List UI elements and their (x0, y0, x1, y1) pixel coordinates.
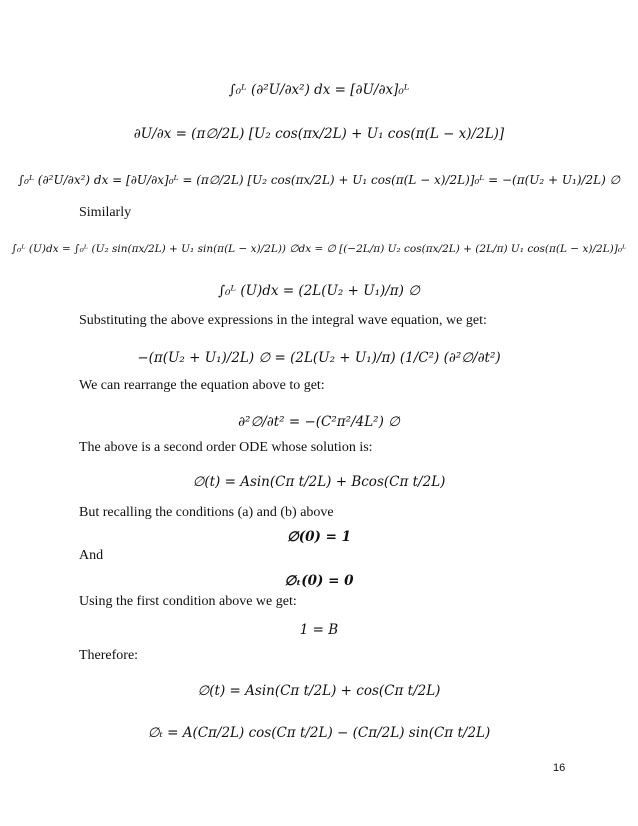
paragraph-and: And (79, 548, 104, 563)
equation-11: 1 = B (299, 622, 339, 638)
paragraph-substituting: Substituting the above expressions in the integral wave equation, we get: (79, 313, 487, 328)
equation-6: −(π(U₂ + U₁)/2L) ∅ = (2L(U₂ + U₁)/π) (1/C²) (∂²∅/∂t²) (137, 350, 501, 366)
paragraph-therefore: Therefore: (79, 648, 139, 663)
equation-7: ∂²∅/∂t² = −(C²π²/4L²) ∅ (238, 414, 400, 430)
equation-13: ∅ₜ = A(Cπ/2L) cos(Cπ t/2L) − (Cπ/2L) sin(Cπ t/2L) (147, 725, 491, 741)
paragraph-rearrange: We can rearrange the equation above to get: (79, 378, 325, 393)
equation-4: ∫₀ᴸ (U)dx = ∫₀ᴸ (U₂ sin(πx/2L) + U₁ sin(π(L − x)/2L)) ∅dx = ∅ [(−2L/π) U₂ cos(πx/2L) + (2L/π) U₁ cos(π(L − x)/2L)]₀ᴸ (11, 243, 627, 255)
equation-3: ∫₀ᴸ (∂²U/∂x²) dx = [∂U/∂x]₀ᴸ = (π∅/2L) [U₂ cos(πx/2L) + U₁ cos(π(L − x)/2L)]₀ᴸ = −(π(U₂ + U₁)/2L) ∅ (17, 173, 621, 187)
page-number: 16 (553, 762, 566, 774)
equation-5: ∫₀ᴸ (U)dx = (2L(U₂ + U₁)/π) ∅ (217, 283, 420, 299)
paragraph-recalling: But recalling the conditions (a) and (b) above (79, 505, 334, 520)
equation-9: ∅(0) = 1 (286, 529, 352, 545)
paragraph-similarly: Similarly (79, 205, 132, 220)
equation-2: ∂U/∂x = (π∅/2L) [U₂ cos(πx/2L) + U₁ cos(π(L − x)/2L)] (133, 126, 505, 142)
equation-1: ∫₀ᴸ (∂²U/∂x²) dx = [∂U/∂x]₀ᴸ (228, 82, 410, 98)
equation-8: ∅(t) = Asin(Cπ t/2L) + Bcos(Cπ t/2L) (192, 474, 446, 490)
paragraph-second-order: The above is a second order ODE whose solution is: (79, 440, 373, 455)
equation-10: ∅ₜ(0) = 0 (284, 573, 354, 589)
paragraph-first-condition: Using the first condition above we get: (79, 594, 297, 609)
equation-12: ∅(t) = Asin(Cπ t/2L) + cos(Cπ t/2L) (197, 683, 441, 699)
